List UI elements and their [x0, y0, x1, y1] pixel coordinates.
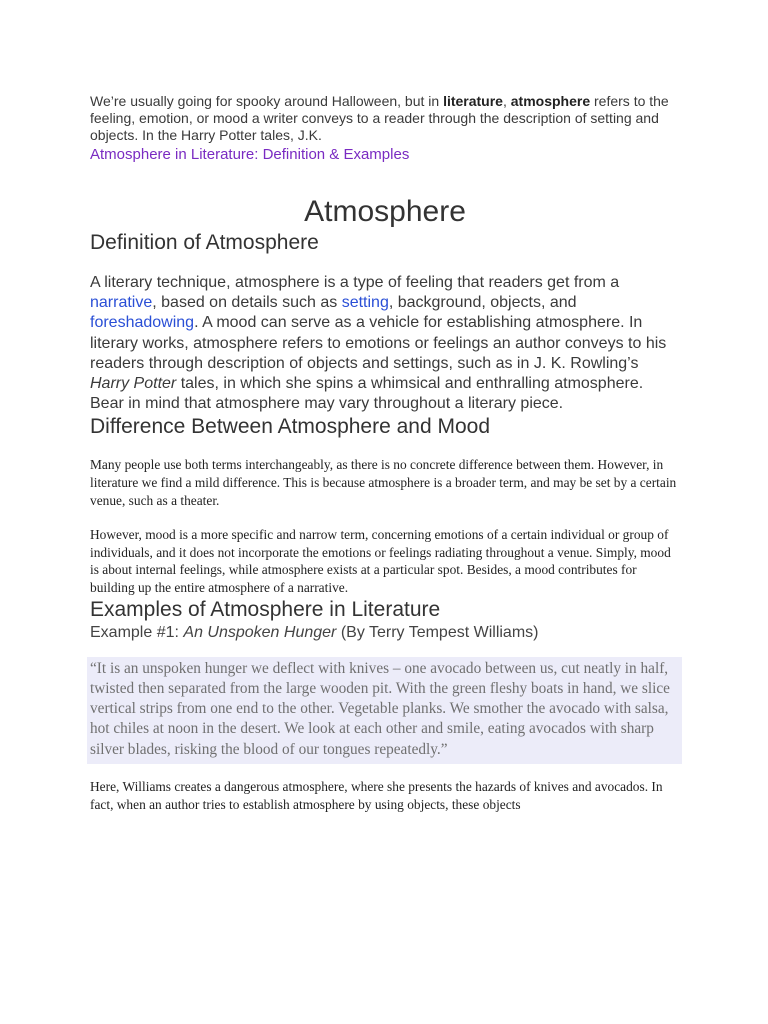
example-1-suffix: (By Terry Tempest Williams) [336, 623, 539, 641]
definition-text-4: . A mood can serve as a vehicle for establishing atmosphere. In literary works, atmosphere refers to emotions or feelings an author conveys to his readers through description of objects and settings, such as in J. K. Rowling’s [90, 314, 667, 372]
definition-heading: Definition of Atmosphere [90, 231, 319, 254]
search-snippet [90, 93, 680, 144]
snippet-text-pre: We’re usually going for spooky around Halloween, but in [90, 93, 444, 109]
source-link[interactable]: Atmosphere in Literature: Definition & Examples [90, 146, 410, 163]
snippet-bold-atmosphere: atmosphere [510, 93, 591, 109]
example-1-label [90, 623, 680, 643]
example-1-quote: “It is an unspoken hunger we deflect with knives – one avocado between us, cut neatly in half, twisted then separated from the large wooden pit. With the green fleshy boats in hand, we slice vertical strips from one end to the other. Vegetable planks. We smother the avocado with salsa, hot chiles at noon in the desert. We look at each other and smile, eating avocados with sharp silver blades, risking the blood of our tongues repeatedly.” [87, 657, 682, 764]
example-1-prefix: Example #1: [90, 623, 184, 641]
page-title: Atmosphere [304, 195, 466, 228]
difference-paragraph-1: Many people use both terms interchangeably, as there is no concrete difference between them. However, in literature we find a mild difference. This is because atmosphere is a broader term, and may be set by a certain venue, such as a theater. [90, 457, 677, 508]
snippet-text-mid: , [502, 93, 511, 109]
example-1-title: An Unspoken Hunger [183, 623, 337, 641]
harry-potter-italic: Harry Potter [90, 375, 177, 393]
definition-text-3: , background, objects, and [388, 294, 577, 312]
examples-heading: Examples of Atmosphere in Literature [90, 597, 441, 621]
document-page [90, 93, 680, 813]
difference-paragraph-2: However, mood is a more specific and narrow term, concerning emotions of a certain individual or group of individuals, and it does not incorporate the emotions or feelings radiating throughout a venue. Simply, mood is about internal feelings, while atmosphere exists at a particular spot. Besides, a mood contributes for building up the entire atmosphere of a narrative. [90, 527, 671, 595]
setting-link[interactable]: setting [341, 294, 389, 312]
definition-paragraph [90, 273, 680, 414]
example-1-analysis: Here, Williams creates a dangerous atmosphere, where she presents the hazards of knives and avocados. In fact, when an author tries to establish atmosphere by using objects, these objects [90, 779, 663, 812]
snippet-bold-literature: literature [443, 93, 503, 109]
foreshadowing-link[interactable]: foreshadowing [90, 314, 195, 332]
definition-text-5: tales, in which she spins a whimsical and enthralling atmosphere. Bear in mind that atmosphere may vary throughout a literary piece. [90, 375, 644, 413]
snippet-text-post: refers to the feeling, emotion, or mood a writer conveys to a reader through the description of setting and objects. In the Harry Potter tales, J.K. [90, 93, 669, 143]
definition-text-2: , based on details such as [152, 294, 342, 312]
narrative-link[interactable]: narrative [90, 294, 153, 312]
definition-text-1: A literary technique, atmosphere is a type of feeling that readers get from a [90, 274, 620, 291]
difference-heading: Difference Between Atmosphere and Mood [90, 415, 491, 439]
